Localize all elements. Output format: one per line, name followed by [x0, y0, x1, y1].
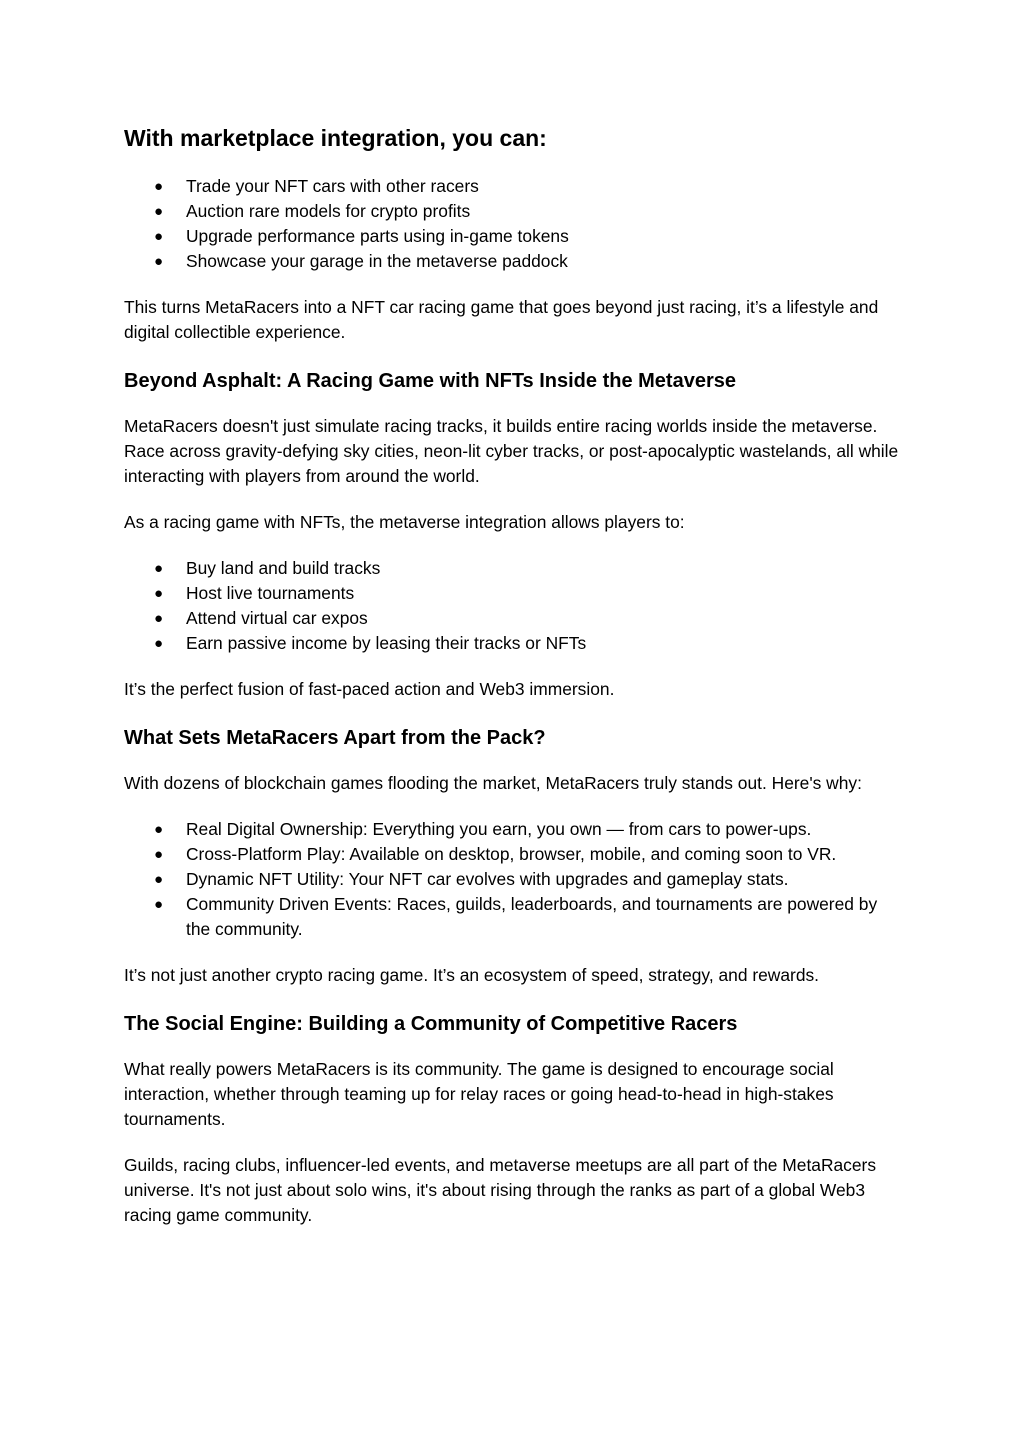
bullet-icon: ● [154, 610, 164, 627]
features-list [124, 817, 904, 942]
list-item: ● Trade your NFT cars with other racers [124, 174, 904, 199]
bullet-icon: ● [154, 253, 164, 270]
bullet-icon: ● [154, 896, 164, 913]
list-item: ● Attend virtual car expos [124, 606, 904, 631]
list-item: ● Community Driven Events: Races, guilds, leaderboards, and tournaments are powered by the community. [154, 894, 878, 939]
list-item: ● Earn passive income by leasing their tracks or NFTs [124, 631, 904, 656]
paragraph: As a racing game with NFTs, the metaverse integration allows players to: [124, 512, 685, 532]
paragraph: Guilds, racing clubs, influencer-led events, and metaverse meetups are all part of the MetaRacers universe. It's not just about solo wins, it's about rising through the ranks as part of a global Web3 racing game community. [124, 1155, 877, 1225]
paragraph: It’s not just another crypto racing game. It’s an ecosystem of speed, strategy, and rewards. [124, 965, 820, 985]
bullet-icon: ● [154, 228, 164, 245]
paragraph: It’s the perfect fusion of fast-paced action and Web3 immersion. [124, 679, 615, 699]
paragraph: MetaRacers doesn't just simulate racing tracks, it builds entire racing worlds inside the metaverse. Race across gravity-defying sky cities, neon-lit cyber tracks, or post-apocalyptic wastelands, all while interacting with players from around the world. [124, 416, 899, 486]
list-item: ● Upgrade performance parts using in-game tokens [124, 224, 904, 249]
section-heading-social-engine: The Social Engine: Building a Community of Competitive Racers [124, 1013, 738, 1035]
list-item: ● Host live tournaments [124, 581, 904, 606]
bullet-icon: ● [154, 846, 164, 863]
bullet-icon: ● [154, 585, 164, 602]
list-item: ● Cross-Platform Play: Available on desktop, browser, mobile, and coming soon to VR. [124, 842, 904, 867]
paragraph: With dozens of blockchain games flooding the market, MetaRacers truly stands out. Here's why: [124, 773, 862, 793]
section-heading-marketplace: With marketplace integration, you can: [124, 125, 547, 151]
document-page [124, 121, 904, 1249]
bullet-icon: ● [154, 821, 164, 838]
marketplace-list [124, 174, 904, 274]
bullet-icon: ● [154, 203, 164, 220]
paragraph: What really powers MetaRacers is its community. The game is designed to encourage social interaction, whether through teaming up for relay races or going head-to-head in high-stakes tournaments. [124, 1059, 834, 1129]
list-item: ● Auction rare models for crypto profits [124, 199, 904, 224]
metaverse-list [124, 556, 904, 656]
paragraph: This turns MetaRacers into a NFT car racing game that goes beyond just racing, it’s a lifestyle and digital collectible experience. [124, 297, 879, 342]
list-item: ● Showcase your garage in the metaverse paddock [124, 249, 904, 274]
section-heading-beyond-asphalt: Beyond Asphalt: A Racing Game with NFTs Inside the Metaverse [124, 370, 736, 392]
bullet-icon: ● [154, 635, 164, 652]
list-item: ● Buy land and build tracks [124, 556, 904, 581]
bullet-icon: ● [154, 560, 164, 577]
bullet-icon: ● [154, 178, 164, 195]
section-heading-what-sets-apart: What Sets MetaRacers Apart from the Pack? [124, 727, 546, 749]
list-item: ● Dynamic NFT Utility: Your NFT car evolves with upgrades and gameplay stats. [124, 867, 904, 892]
list-item: ● Real Digital Ownership: Everything you earn, you own — from cars to power-ups. [124, 817, 904, 842]
bullet-icon: ● [154, 871, 164, 888]
